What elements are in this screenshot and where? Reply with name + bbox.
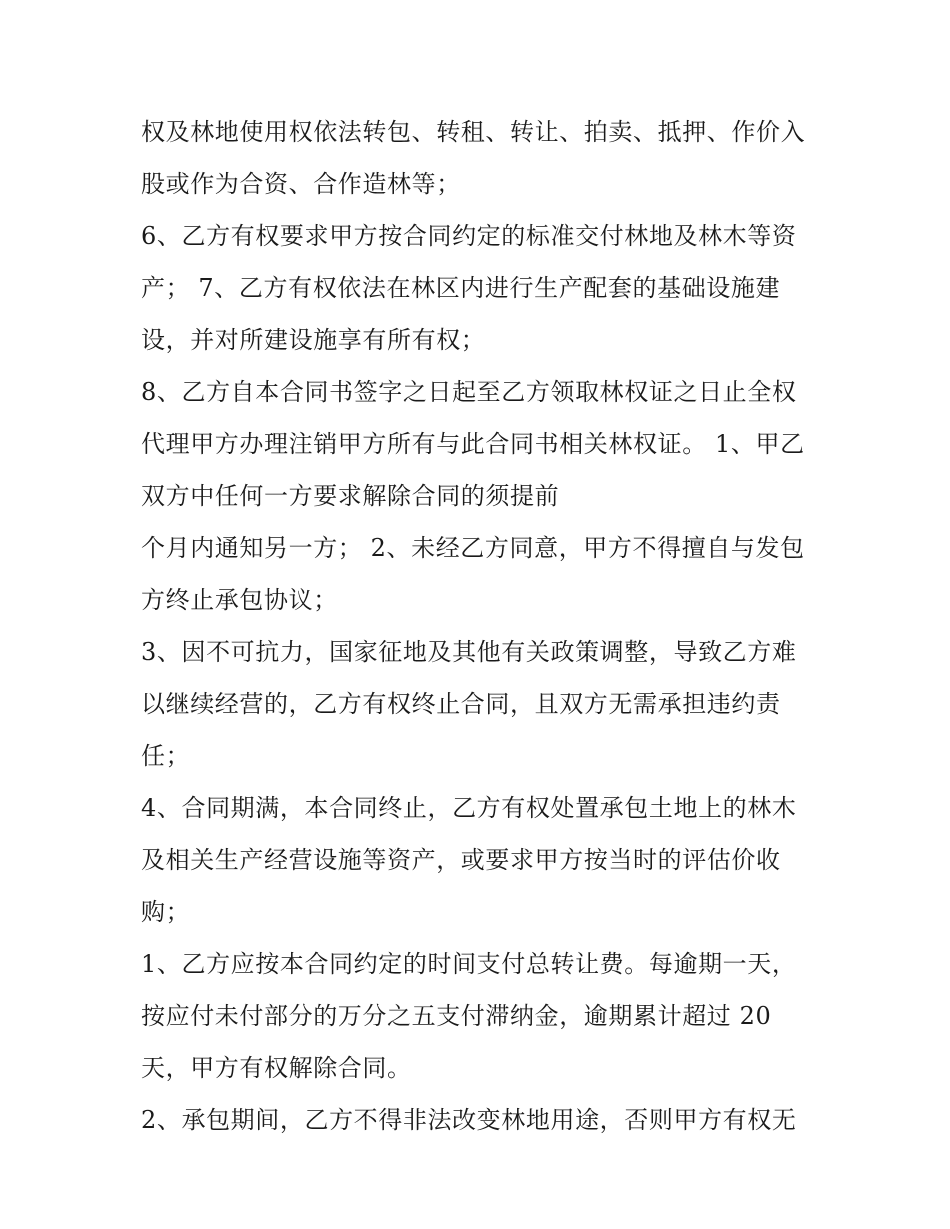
text-line: 权及林地使用权依法转包、转租、转让、拍卖、抵押、作价入 xyxy=(141,118,806,146)
text-line: 按应付未付部分的万分之五支付滞纳金，逾期累计超过 20 xyxy=(141,1002,772,1030)
text-line: 3、因不可抗力，国家征地及其他有关政策调整，导致乙方难 xyxy=(141,638,797,666)
text-line: 以继续经营的，乙方有权终止合同，且双方无需承担违约责 xyxy=(141,690,781,718)
text-line: 任； xyxy=(141,742,191,770)
text-line: 1、乙方应按本合同约定的时间支付总转让费。每逾期一天， xyxy=(141,950,797,978)
text-line: 天，甲方有权解除合同。 xyxy=(141,1054,412,1082)
text-line: 设，并对所建设施享有所有权； xyxy=(141,326,486,354)
text-line: 方终止承包协议； xyxy=(141,586,338,614)
text-line: 代理甲方办理注销甲方所有与此合同书相关林权证。 1、甲乙 xyxy=(141,430,805,458)
text-line: 个月内通知另一方； 2、未经乙方同意，甲方不得擅自与发包 xyxy=(141,534,805,562)
text-line: 8、乙方自本合同书签字之日起至乙方领取林权证之日止全权 xyxy=(141,378,797,406)
text-line: 2、承包期间，乙方不得非法改变林地用途，否则甲方有权无 xyxy=(141,1106,797,1134)
text-line: 及相关生产经营设施等资产，或要求甲方按当时的评估价收 xyxy=(141,846,781,874)
text-line: 6、乙方有权要求甲方按合同约定的标准交付林地及林木等资 xyxy=(141,222,797,250)
text-line: 股或作为合资、合作造林等； xyxy=(141,170,461,198)
text-line: 产； 7、乙方有权依法在林区内进行生产配套的基础设施建 xyxy=(141,274,781,302)
text-line: 购； xyxy=(141,898,191,926)
text-line: 双方中任何一方要求解除合同的须提前 xyxy=(141,482,560,510)
text-line: 4、合同期满，本合同终止，乙方有权处置承包土地上的林木 xyxy=(141,794,797,822)
document-body xyxy=(141,106,821,1146)
